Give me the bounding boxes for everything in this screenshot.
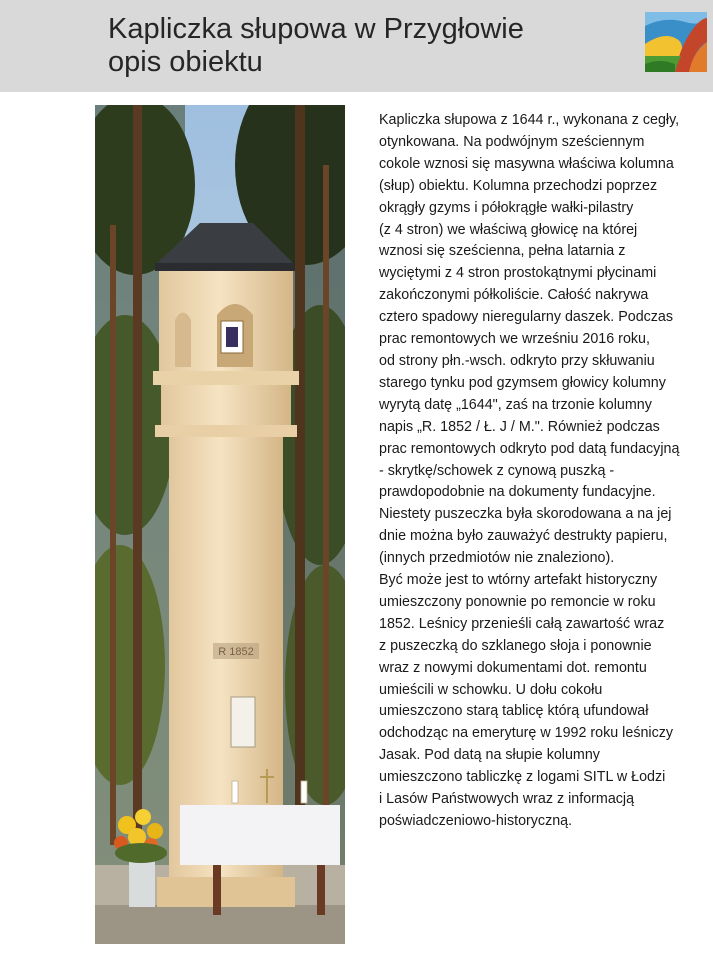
- description-line: umieszczony ponownie po remoncie w roku: [379, 593, 656, 610]
- description-line: dnie można było zauważyć destrukty papieru,: [379, 528, 668, 545]
- description-line: Być może jest to wtórny artefakt historyczny: [379, 572, 658, 589]
- object-description: [379, 110, 699, 833]
- description-line: otynkowana. Na podwójnym sześciennym: [379, 133, 645, 150]
- description-line: - skrytkę/schowek z cynową puszką -: [379, 462, 615, 479]
- description-line: Niestety puszeczka była skorodowana a na jej: [379, 506, 672, 523]
- page-title: [108, 13, 628, 79]
- description-line: wyciętymi z 4 stron prostokątnymi płycinami: [379, 265, 657, 282]
- description-line: Jasak. Pod datą na słupie kolumny: [379, 747, 600, 764]
- description-line: wznosi się sześcienna, pełna latarnia z: [379, 243, 626, 260]
- description-line: odchodząc na emeryturę w 1992 roku leśniczy: [379, 725, 674, 742]
- description-line: (słup) obiektu. Kolumna przechodzi poprzez: [379, 177, 658, 194]
- description-line: umieszczono tabliczkę z logami SITL w Łodzi: [379, 769, 666, 786]
- pillar-date-inscription: R 1852: [218, 646, 254, 658]
- description-line: napis „R. 1852 / Ł. J / M.". Również podczas: [379, 418, 660, 435]
- description-line: prac remontowych we wrześniu 2016 roku,: [379, 331, 650, 348]
- description-line: wraz z nowymi dokumentami dot. remontu: [379, 659, 647, 676]
- description-line: (innych przedmiotów nie znaleziono).: [379, 550, 615, 567]
- landscape-logo-icon: [645, 12, 707, 72]
- description-line: zakończonymi półkoliście. Całość nakrywa: [379, 287, 649, 304]
- description-line: umieszczono starą tablicę którą ufundował: [379, 703, 649, 720]
- description-line: cokole wznosi się masywna właściwa kolumna: [379, 155, 674, 172]
- description-line: poświadczeniowo-historyczną.: [379, 813, 573, 829]
- description-line: z puszeczką do szklanego słoja i ponownie: [379, 637, 652, 654]
- description-line: prawdopodobnie na dokumenty fundacyjne.: [379, 484, 656, 501]
- description-line: umieścili w schowku. U dołu cokołu: [379, 681, 603, 698]
- title-line-1: Kapliczka słupowa w Przygłowie: [108, 13, 524, 45]
- pillar-chapel-photo: [95, 105, 345, 944]
- description-line: wyrytą datę „1644", zaś na trzonie kolumny: [379, 396, 652, 413]
- description-line: starego tynku pod gzymsem głowicy kolumny: [379, 374, 666, 391]
- description-line: cztero spadowy nieregularny daszek. Podczas: [379, 309, 674, 326]
- description-line: i Lasów Państwowych wraz z informacją: [379, 791, 635, 808]
- description-line: prac remontowych odkryto pod datą fundacyjną: [379, 440, 680, 457]
- description-line: okrągły gzyms i półokrągłe wałki-pilastry: [379, 199, 634, 216]
- description-line: Kapliczka słupowa z 1644 r., wykonana z cegły,: [379, 112, 680, 128]
- description-line: 1852. Leśnicy przenieśli całą zawartość wraz: [379, 615, 665, 632]
- title-line-2: opis obiektu: [108, 46, 263, 78]
- description-line: (z 4 stron) we właściwą głowicę na której: [379, 221, 638, 238]
- description-line: od strony płn.-wsch. odkryto przy skłuwaniu: [379, 352, 655, 369]
